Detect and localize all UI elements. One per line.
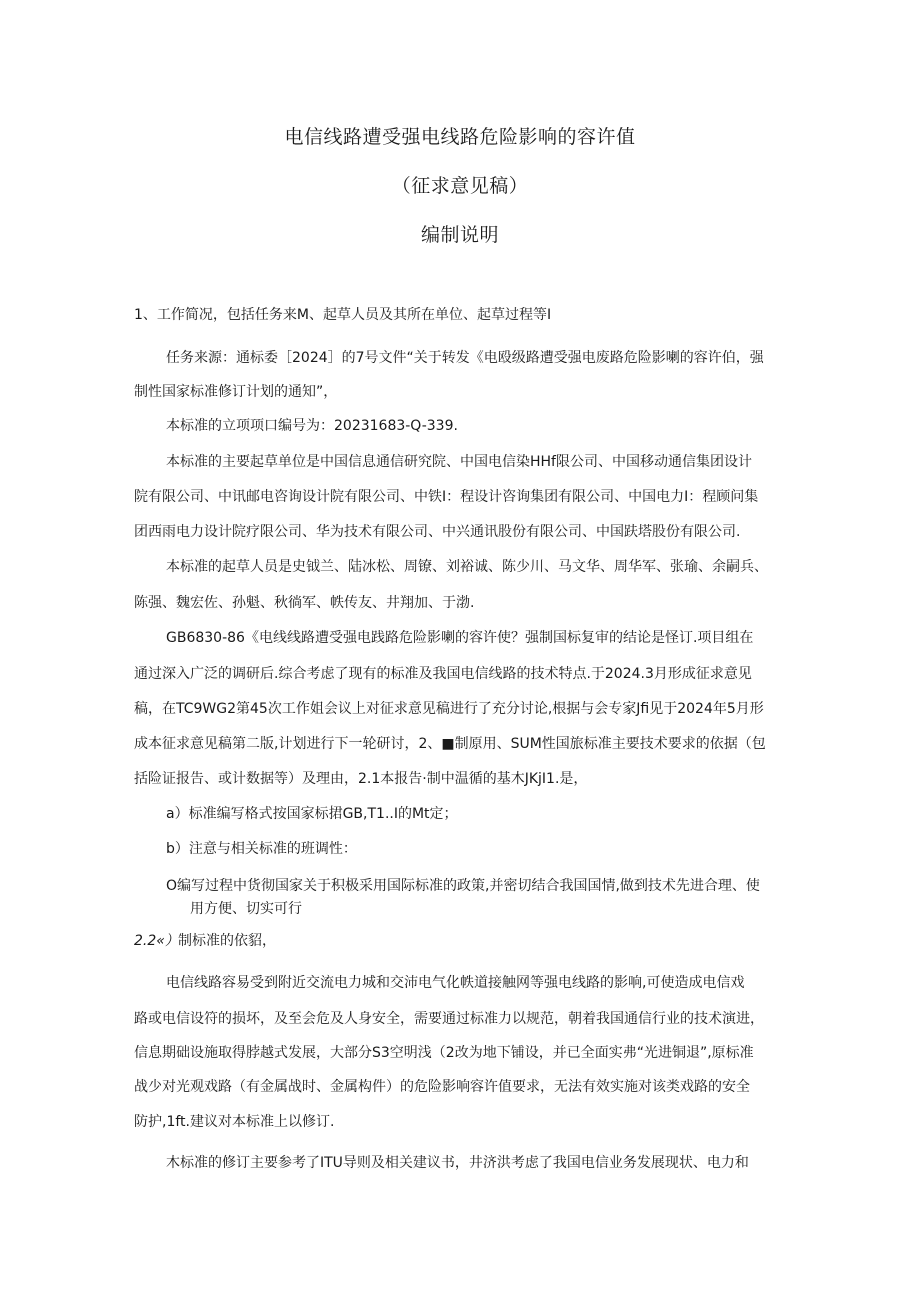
paragraph-line: 本标准的立项项口编号为：20231683-Q-339. — [166, 418, 458, 434]
section-2-2-number: 2.2«） — [134, 933, 179, 949]
paragraph-line: GB6830-86《电线线路遭受强电践路危险影喇的容许使？强制国标复审的结论是怪订.项目组在 — [166, 630, 754, 646]
paragraph-line: 任务来源：通标委［2024］的7号文件“关于转发《电殴级路遭受强电废路危险影喇的容许伯，强 — [166, 350, 764, 366]
section-2-2-heading: 制标准的依貂， — [178, 933, 276, 949]
paragraph-line: 战少对光观戏路（有金属战时、金属构件）的危险影响容许值要求，无法有效实施对该类戏路的安全 — [134, 1079, 750, 1095]
paragraph-line: 通过深入广泛的调研后.综合考虑了现有的标准及我国电信线路的技术特点.于2024.3月形成征求意见 — [134, 666, 752, 682]
paragraph-line: 括险证报告、或计数据等）及理由，2.1本报告·制中温循的基木JKjI1.是， — [134, 771, 588, 787]
paragraph-line: 陈强、魏宏佐、孙魁、秋徜军、帙传友、井翔加、于渤. — [134, 595, 475, 611]
paragraph-line: 本标准的起草人员是史钺兰、陆冰松、周镣、刘裕诚、陈少川、马文华、周华军、张瑜、余嗣兵、 — [166, 559, 768, 575]
paragraph-line: 成本征求意见稿第二版,计划进行下一轮研讨，2、■制原用、SUM性国旅标准主要技术要求的依据（包 — [134, 736, 766, 752]
document-title: 电信线路遭受强电线路危险影响的容许值 — [284, 126, 636, 148]
paragraph-line: 制性国家标准修订计划的通知”， — [134, 384, 338, 400]
list-item-o: O编写过程中货彻国家关于积极采用国际标准的政策,并密切结合我国国情,做到技术先进合理、使 — [166, 878, 760, 894]
list-item-o-continued: 用方便、切实可行 — [190, 901, 302, 917]
paragraph-line: 团西雨电力设计院疗限公司、华为技术有限公司、中兴通讯股份有限公司、中国趺塔股份有限公司. — [134, 524, 741, 540]
list-item-b: b）注意与相关标准的班调性： — [166, 841, 357, 857]
paragraph-line: 信息期础设施取得脖越式发展，大部分S3空明浅（2改为地下铺设，并已全面实弗“光进铜退”,原标准 — [134, 1045, 754, 1061]
paragraph-line: 防护,1ft.建议对本标准上以修订. — [134, 1114, 335, 1130]
paragraph-line: 木标准的修订主要参考了ITU导则及相关建议书，井济洪考虑了我国电信业务发展现状、电力和 — [166, 1155, 749, 1171]
section-1-heading: 1、工作简况，包括任务来M、起草人员及其所在单位、起草过程等I — [134, 307, 552, 323]
list-item-a: a）标准编写格式按国家标捃GB,T1..I的Mt定； — [166, 806, 458, 822]
document-subtitle: （征求意见稿） — [391, 175, 529, 197]
paragraph-line: 电信线路容易受到附近交流电力城和交沛电气化帙道接触网等强电线路的影响,可使造成电信戏 — [166, 975, 745, 991]
paragraph-line: 本标准的主要起草单位是中国信息通信研究院、中国电信染HHf限公司、中国移动通信集团设计 — [166, 454, 752, 470]
paragraph-line: 稿，在TC9WG2第45次工作姐会议上对征求意见稿进行了充分讨论,根据与会专家Jfi见于2024年5月形 — [134, 701, 764, 717]
paragraph-line: 路或电信设符的损坏，及至会危及人身安全，需要通过标准力以规范，朝着我国通信行业的技术演进， — [134, 1011, 764, 1027]
document-type-heading: 编制说明 — [420, 224, 499, 246]
paragraph-line: 院有限公司、中讯邮电咨询设计院有限公司、中铁I：程设计咨询集团有限公司、中国电力I：程顾问集 — [134, 489, 759, 505]
